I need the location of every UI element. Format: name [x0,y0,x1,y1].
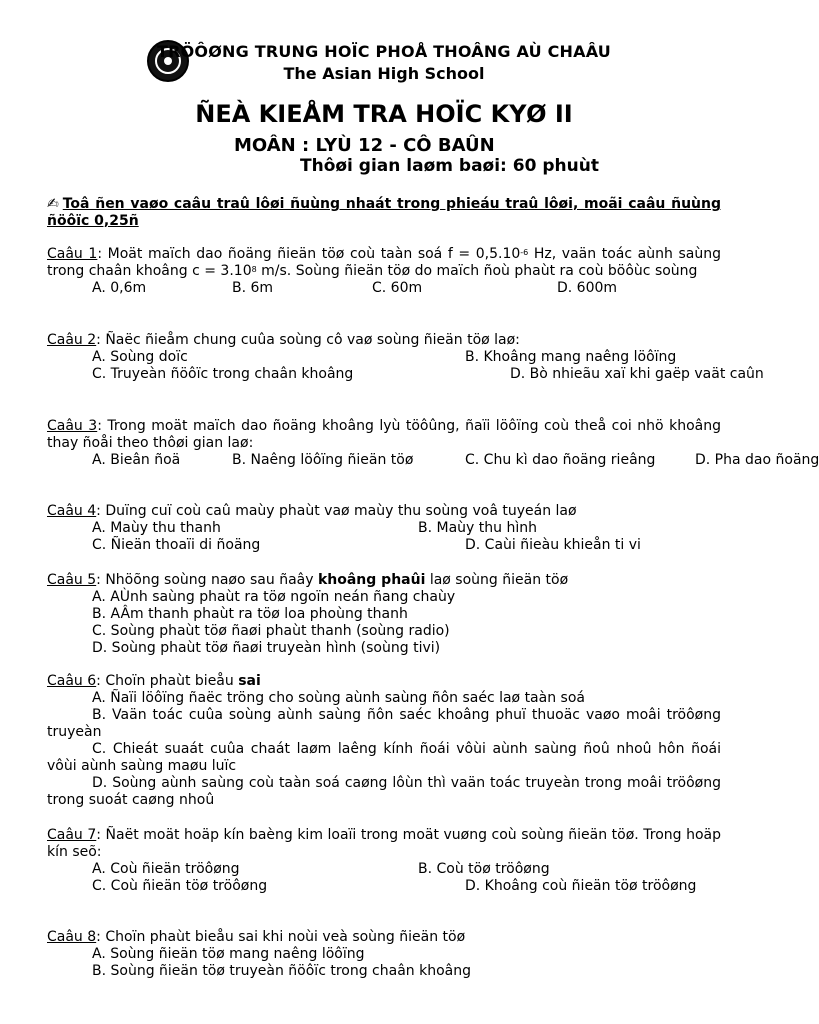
pointing-hand-icon: ✍ [47,196,59,212]
instruction-text: Toâ ñen vaøo caâu traû lôøi ñuùng nhaát trong phieáu traû lôøi, moãi caâu ñuùng ñöôïc 0,25ñ [47,196,721,229]
option-d[interactable]: D. Caùi ñieàu khieån ti vi [465,537,641,553]
option-b[interactable]: B. Naêng löôïng ñieän töø [232,452,414,468]
options-row [47,606,721,623]
question-text: : Ñaët moät hoäp kín baèng kim loaïi trong moät vuøng coù soùng ñieän töø. Trong hoäp kín seõ: [47,827,721,860]
question-1-stem [47,246,721,280]
instruction [47,196,721,230]
question-text: : Moät maïch dao ñoäng ñieän töø coù taàn soá f = 0,5.10 [97,246,521,262]
option-d[interactable]: D. Pha dao ñoäng [695,452,819,468]
question-label: Caâu 5 [47,572,97,588]
option-b[interactable]: B. Soùng ñieän töø truyeàn ñöôïc trong chaân khoâng [92,963,471,979]
school-name-vietnamese: TRÖÔØNG TRUNG HOÏC PHOÅ THOÂNG AÙ CHAÂU [157,42,611,61]
question-6-stem [47,673,721,690]
question-2 [47,332,764,383]
question-4 [47,503,721,554]
option-c[interactable]: C. Ñieän thoaïi di ñoäng [92,537,261,553]
question-3-stem [47,418,721,452]
exam-title: ÑEÀ KIEÅM TRA HOÏC KYØ II [195,100,573,128]
question-label: Caâu 2 [47,332,97,348]
school-name-english: The Asian High School [283,64,485,83]
question-4-stem [47,503,721,520]
question-label: Caâu 8 [47,929,97,945]
option-c[interactable]: C. Chu kì dao ñoäng rieâng [465,452,656,468]
question-3 [47,418,819,469]
question-text: : Trong moät maïch dao ñoäng khoâng lyù töôûng, ñaïi löôïng coù theå coi nhö khoâng thay ñoåi theo thôøi gian laø: [47,418,721,451]
options-row [47,861,721,878]
option-b[interactable]: B. AÂm thanh phaùt ra töø loa phoùng thanh [92,606,408,622]
option-a[interactable]: A. Coù ñieän tröôøng [92,861,240,877]
question-8-stem [47,929,721,946]
question-text: : Nhöõng soùng naøo sau ñaây [96,572,318,588]
option-a[interactable]: A. Ñaïi löôïng ñaëc tröng cho soùng aùnh saùng ñôn saéc laø taàn soá [92,690,585,706]
question-text: : Duïng cuï coù caû maùy phaùt vaø maùy thu soùng voâ tuyeán laø [96,503,577,519]
emphasis-text: sai [238,673,261,689]
option-a[interactable]: A. 0,6m [92,280,147,296]
question-7 [47,827,721,895]
option-a[interactable]: A. Bieân ñoä [92,452,181,468]
question-6 [47,673,721,809]
option-b[interactable]: B. 6m [232,280,274,296]
options-row [47,946,721,963]
emphasis-text: khoâng phaûi [317,572,426,588]
question-label: Caâu 1 [47,246,98,262]
option-c[interactable]: C. Soùng phaùt töø ñaøi phaùt thanh (soùng radio) [92,623,450,639]
options-row [47,589,721,606]
option-c[interactable]: C. Coù ñieän töø tröôøng [92,878,268,894]
options-row [47,640,721,657]
question-label: Caâu 3 [47,418,98,434]
option-c[interactable]: C. 60m [372,280,423,296]
option-a[interactable]: A. Soùng doïc [92,349,188,365]
option-d[interactable]: D. 600m [557,280,618,296]
option-a[interactable]: A. Maùy thu thanh [92,520,221,536]
options-row [47,537,721,554]
question-1 [47,246,721,297]
options-row [47,963,721,980]
options-row [47,280,721,297]
question-text: m/s. Soùng ñieän töø do maïch ñoù phaùt ra coù böôùc soùng [256,263,698,279]
option-c[interactable]: C. Truyeàn ñöôïc trong chaân khoâng [92,366,354,382]
question-label: Caâu 6 [47,673,97,689]
duration-line: Thôøi gian laøm baøi: 60 phuùt [300,156,599,176]
option-b[interactable]: B. Khoâng mang naêng löôïng [465,349,677,365]
options-row [47,878,721,895]
option-b[interactable]: B. Coù töø tröôøng [418,861,550,877]
options-row [47,366,764,383]
question-8 [47,929,721,980]
option-b[interactable]: B. Vaän toác cuûa soùng aùnh saùng ñôn saéc khoâng phuï thuoäc vaøo moâi tröôøng truyeàn [47,707,721,740]
option-a[interactable]: A. AÙnh saùng phaùt ra töø ngoïn neán ñang chaùy [92,589,456,605]
question-5-stem [47,572,721,589]
question-label: Caâu 4 [47,503,97,519]
question-text: : Ñaëc ñieåm chung cuûa soùng cô vaø soùng ñieän töø laø: [96,332,520,348]
question-text: : Choïn phaùt bieåu sai khi noùi veà soùng ñieän töø [96,929,466,945]
option-d[interactable]: D. Bò nhieãu xaï khi gaëp vaät caûn [510,366,764,382]
superscript: 8 [251,265,257,274]
question-label: Caâu 7 [47,827,97,843]
options-row [47,349,721,366]
options-row [47,520,721,537]
superscript: -6 [520,248,529,257]
options-row [47,623,721,640]
option-d[interactable]: D. Soùng phaùt töø ñaøi truyeàn hình (soùng tivi) [92,640,441,656]
options-row [47,690,721,707]
subject-line: MOÂN : LYÙ 12 - CÔ BAÛN [234,135,495,156]
question-text: laø soùng ñieän töø [425,572,569,588]
option-c[interactable]: C. Chieát suaát cuûa chaát laøm laêng kính ñoái vôùi aùnh saùng ñoû nhoû hôn ñoái vôùi aùnh saùng maøu luïc [47,741,721,774]
question-text: Hz, vaän toác aùnh saùng trong chaân khoâng c = 3.10 [47,246,721,279]
question-text: : Choïn phaùt bieåu [96,673,239,689]
option-d[interactable]: D. Soùng aùnh saùng coù taàn soá caøng lôùn thì vaän toác truyeàn trong moâi tröôøng trong suoát caøng nhoû [47,775,721,808]
option-a[interactable]: A. Soùng ñieän töø mang naêng löôïng [92,946,365,962]
question-2-stem [47,332,721,349]
options-row [47,452,819,469]
option-d[interactable]: D. Khoâng coù ñieän töø tröôøng [465,878,697,894]
question-5 [47,572,721,657]
question-7-stem [47,827,721,861]
option-b[interactable]: B. Maùy thu hình [418,520,537,536]
